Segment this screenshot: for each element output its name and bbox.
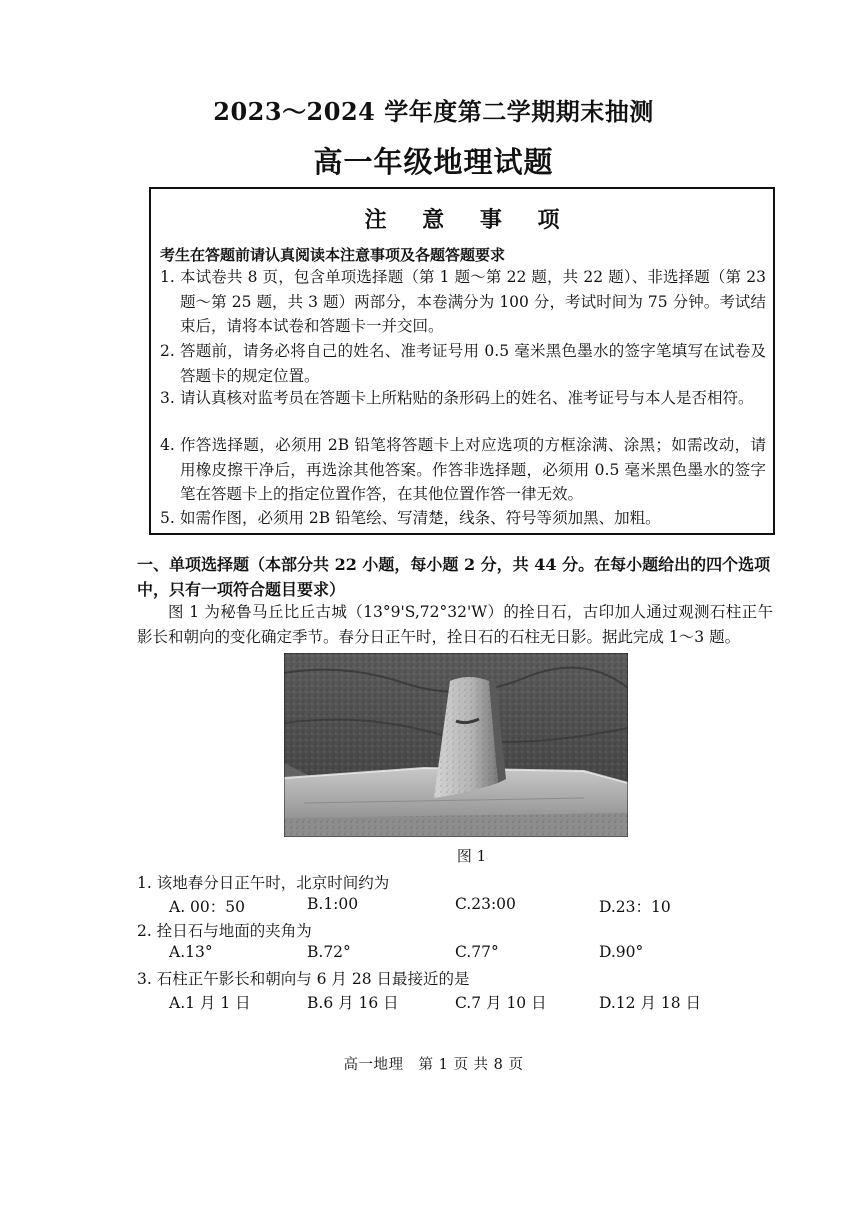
option-2b: B.72° — [307, 943, 351, 961]
notice-item-text: 如需作图，必须用 2B 铅笔绘、写清楚，线条、符号等须加黑、加粗。 — [180, 509, 661, 527]
option-3b: B.6 月 16 日 — [307, 994, 399, 1012]
notice-item-text: 请认真核对监考员在答题卡上所粘贴的条形码上的姓名、准考证号与本人是否相符。 — [180, 389, 754, 407]
notice-item-number: 4. — [160, 436, 175, 454]
question-1: 1. 该地春分日正午时，北京时间约为 — [137, 874, 390, 892]
notice-item-number: 2. — [160, 342, 175, 360]
option-1b: B.1:00 — [307, 895, 359, 913]
notice-item — [160, 386, 766, 411]
notice-item-text: 答题前，请务必将自己的姓名、准考证号用 0.5 毫米黑色墨水的签字笔填写在试卷及答题卡的规定位置。 — [180, 342, 766, 385]
figure-caption: 图 1 — [456, 847, 487, 865]
option-2c: C.77° — [455, 943, 499, 961]
option-2a: A.13° — [169, 943, 213, 961]
option-3a: A.1 月 1 日 — [169, 994, 251, 1012]
option-1d: D.23：10 — [599, 898, 671, 916]
question-2: 2. 拴日石与地面的夹角为 — [137, 922, 312, 940]
notice-intro: 考生在答题前请认真阅读本注意事项及各题答题要求 — [160, 246, 506, 264]
notice-item-number: 3. — [160, 389, 175, 407]
notice-item-number: 1. — [160, 268, 175, 286]
notice-item — [160, 506, 766, 531]
exam-subtitle: 高一年级地理试题 — [313, 145, 554, 179]
notice-item — [160, 339, 766, 388]
exam-title: 2023～2024 学年度第二学期期末抽测 — [213, 97, 654, 126]
page-footer: 高一地理 第 1 页 共 8 页 — [343, 1057, 524, 1073]
notice-item-number: 5. — [160, 509, 175, 527]
option-3d: D.12 月 18 日 — [599, 994, 702, 1012]
option-2d: D.90° — [599, 943, 644, 961]
question-3: 3. 石柱正午影长和朝向与 6 月 28 日最接近的是 — [137, 970, 470, 988]
notice-item — [160, 433, 766, 507]
option-3c: C.7 月 10 日 — [455, 994, 547, 1012]
notice-item-text: 作答选择题，必须用 2B 铅笔将答题卡上对应选项的方框涂满、涂黑；如需改动，请用橡皮擦干净后，再选涂其他答案。作答非选择题，必须用 0.5 毫米黑色墨水的签字笔在答题卡上的指定位置作答，在其他位置作答一律无效。 — [180, 436, 766, 504]
section-heading: 一、单项选择题（本部分共 22 小题，每小题 2 分，共 44 分。在每小题给出的四个选项中，只有一项符合题目要求） — [137, 555, 771, 599]
figure-photo — [284, 653, 628, 837]
notice-item — [160, 265, 766, 339]
option-1c: C.23:00 — [455, 895, 516, 913]
option-1a: A. 00：50 — [169, 898, 245, 916]
notice-item-text: 本试卷共 8 页，包含单项选择题（第 1 题～第 22 题，共 22 题）、非选择题（第 23 题～第 25 题，共 3 题）两部分，本卷满分为 100 分，考试时间为 75 分钟。考试结束后，请将本试卷和答题卡一并交回。 — [180, 268, 766, 336]
notice-heading: 注 意 事 项 — [364, 207, 574, 233]
question-stem: 图 1 为秘鲁马丘比丘古城（13°9'S,72°32'W）的拴日石，古印加人通过观测石柱正午影长和朝向的变化确定季节。春分日正午时，拴日石的石柱无日影。据此完成 1～3 题。 — [137, 603, 773, 646]
sun-stone-photo — [284, 653, 628, 837]
